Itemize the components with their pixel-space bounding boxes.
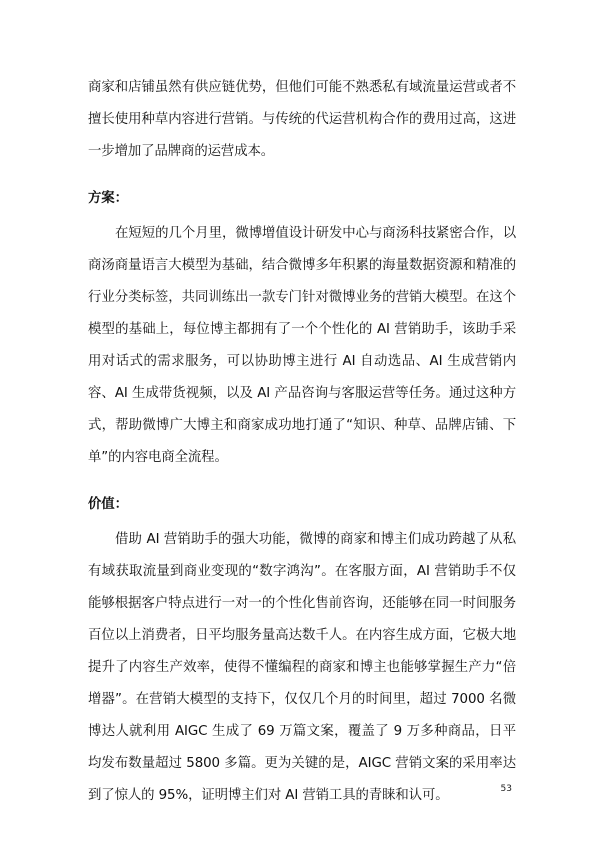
value-heading: 价值： — [88, 497, 128, 512]
intro-paragraph: 商家和店铺虽然有供应链优势，但他们可能不熟悉私有域流量运营或者不擅长使用种草内容进行营销。与传统的代运营机构合作的费用过高，这进一步增加了品牌商的运营成本。 — [88, 80, 516, 159]
page-number: 53 — [500, 784, 512, 794]
solution-heading: 方案： — [88, 191, 128, 206]
document-body — [88, 72, 516, 812]
value-paragraph: 借助 AI 营销助手的强大功能，微博的商家和博主们成功跨越了从私有域获取流量到商业变现的“数字鸿沟”。在客服方面，AI 营销助手不仅能够根据客户特点进行一对一的个性化售前咨询，还能够在同一时间服务百位以上消费者，日平均服务量高达数千人。在内容生成方面，它极大地提升了内容生产效率，使得不懂编程的商家和博主也能够掌握生产力“倍增器”。在营销大模型的支持下，仅仅几个月的时间里，超过 7000 名微博达人就利用 AIGC 生成了 69 万篇文案，覆盖了 9 万多种商品，日平均发布数量超过 5800 多篇。更为关键的是，AIGC 营销文案的采用率达到了惊人的 95%，证明博主们对 AI 营销工具的青睐和认可。 — [88, 532, 516, 803]
spacer — [88, 168, 516, 183]
spacer — [88, 474, 516, 489]
solution-paragraph: 在短短的几个月里，微博增值设计研发中心与商汤科技紧密合作，以商汤商量语言大模型为基础，结合微博多年积累的海量数据资源和精准的行业分类标签，共同训练出一款专门针对微博业务的营销大模型。在这个模型的基础上，每位博主都拥有了一个个性化的 AI 营销助手，该助手采用对话式的需求服务，可以协助博主进行 AI 自动选品、AI 生成营销内容、AI 生成带货视频，以及 AI 产品咨询与客服运营等任务。通过这种方式，帮助微博广大博主和商家成功地打通了“知识、种草、品牌店铺、下单”的内容电商全流程。 — [88, 226, 516, 465]
